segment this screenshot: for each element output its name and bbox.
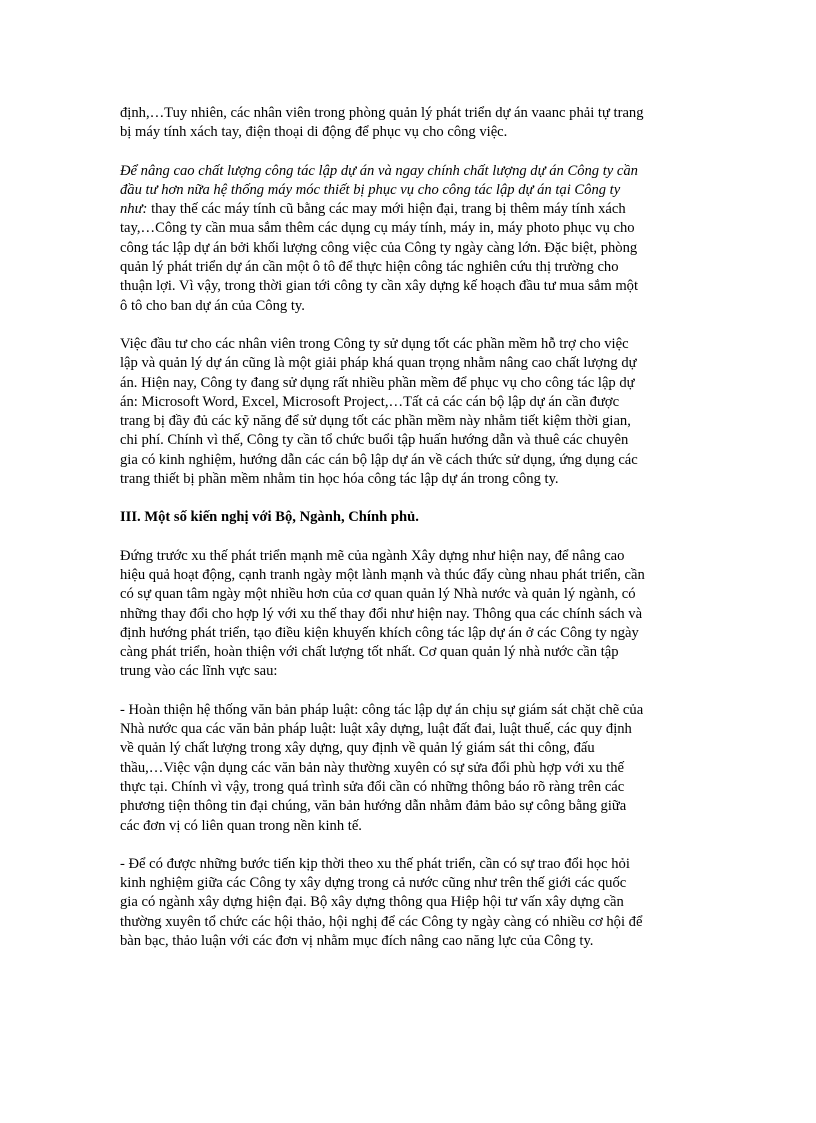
- text-line: thuận lợi. Vì vậy, trong thời gian tới công ty cần xây dựng kế hoạch đầu tư mua sắm một: [120, 278, 639, 295]
- paragraph-legal-system: [120, 701, 698, 836]
- text-line: lập và quản lý dự án cũng là một giải pháp khá quan trọng nhằm nâng cao chất lượng dự: [120, 355, 637, 372]
- text-line: Đứng trước xu thế phát triển mạnh mẽ của ngành Xây dựng như hiện nay, để nâng cao: [120, 547, 625, 564]
- text-run: thay thế các máy tính cũ bằng các may mới hiện đại, trang bị thêm máy tính xách: [147, 201, 626, 218]
- text-line: thường xuyên tổ chức các hội thảo, hội nghị để các Công ty ngày càng có nhiều cơ hội để: [120, 913, 643, 930]
- text-line: trang bị đầy đủ các kỹ năng để sử dụng tốt các phần mềm này nhằm tiết kiệm thời gian,: [120, 413, 631, 430]
- text-line: gia có kinh nghiệm, hướng dẫn các cán bộ lập dự án về cách thức sử dụng, ứng dụng các: [120, 451, 638, 468]
- text-line: phương tiện thông tin đại chúng, văn bản hướng dẫn nhằm đảm bảo sự công bằng giữa: [120, 798, 627, 815]
- text-line: trang thiết bị phần mềm nhằm tin học hóa công tác lập dự án trong công ty.: [120, 471, 559, 488]
- text-line: có sự quan tâm ngày một nhiều hơn của cơ quan quản lý Nhà nước và quản lý ngành, có: [120, 586, 636, 603]
- paragraph-experience-exchange: [120, 855, 698, 951]
- text-line: thực tại. Chính vì vậy, trong quá trình sửa đổi cần có những thông báo rõ ràng trên các: [120, 778, 625, 795]
- section-heading: III. Một số kiến nghị với Bộ, Ngành, Chính phủ.: [120, 509, 419, 526]
- text-line: trung vào các lĩnh vực sau:: [120, 663, 278, 680]
- text-line: Để nâng cao chất lượng công tác lập dự án và ngay chính chất lượng dự án Công ty cần: [120, 162, 638, 179]
- text-line: đầu tư hơn nữa hệ thống máy móc thiết bị phục vụ cho công tác lập dự án tại Công ty: [120, 181, 621, 198]
- text-line: quản lý phát triển dự án cần một ô tô để thực hiện công tác nghiên cứu thị trường cho: [120, 259, 619, 276]
- text-line: gia có ngành xây dựng hiện đại. Bộ xây dựng thông qua Hiệp hội tư vấn xây dựng cần: [120, 894, 624, 911]
- text-line: - Hoàn thiện hệ thống văn bản pháp luật: công tác lập dự án chịu sự giám sát chặt chẽ của: [120, 701, 644, 718]
- text-line: Việc đầu tư cho các nhân viên trong Công ty sử dụng tốt các phần mềm hỗ trợ cho việc: [120, 335, 629, 352]
- text-line: bàn bạc, thảo luận với các đơn vị nhằm mục đích nâng cao năng lực của Công ty.: [120, 932, 594, 949]
- text-line: những thay đổi cho hợp lý với xu thế thay đổi như hiện nay. Thông qua các chính sách và: [120, 605, 643, 622]
- text-line: các đơn vị có liên quan trong nền kinh tế.: [120, 817, 362, 834]
- text-line: tay,…Công ty cần mua sắm thêm các dụng cụ máy tính, máy in, máy photo phục vụ cho: [120, 220, 635, 237]
- text-line: định,…Tuy nhiên, các nhân viên trong phòng quản lý phát triển dự án vaanc phải tự trang: [120, 105, 644, 121]
- paragraph-equipment-intro: [120, 104, 698, 143]
- paragraph-equipment-investment: [120, 162, 698, 316]
- text-line: bị máy tính xách tay, điện thoại di động để phục vụ cho công việc.: [120, 124, 508, 141]
- text-line: thầu,…Việc vận dụng các văn bản này thường xuyên có sự sửa đổi phù hợp với xu thế: [120, 759, 624, 776]
- italic-lead: như:: [120, 201, 148, 218]
- text-line: Nhà nước qua các văn bản pháp luật: luật xây dựng, luật đất đai, luật thuế, các quy định: [120, 721, 632, 738]
- text-line: về quản lý chất lượng trong xây dựng, quy định về quản lý giám sát thi công, đấu: [120, 740, 595, 757]
- paragraph-software-training: [120, 335, 698, 489]
- text-line: càng phát triển, hoàn thiện với chất lượng tốt nhất. Cơ quan quản lý nhà nước cần tập: [120, 644, 619, 661]
- text-line: [120, 200, 698, 219]
- text-line: chi phí. Chính vì thế, Công ty cần tổ chức buổi tập huấn hướng dẫn và thuê các chuyên: [120, 432, 629, 449]
- text-line: hiệu quả hoạt động, cạnh tranh ngày một lành mạnh và thúc đẩy cùng nhau phát triển, cần: [120, 566, 645, 583]
- text-line: ô tô cho ban dự án của Công ty.: [120, 297, 305, 314]
- text-line: án. Hiện nay, Công ty đang sử dụng rất nhiều phần mềm để phục vụ cho công tác lập dự: [120, 374, 635, 391]
- text-line: định hướng phát triển, tạo điều kiện khuyến khích công tác lập dự án ở các Công ty ngày: [120, 624, 639, 641]
- text-line: công tác lập dự án bởi khối lượng công việc của Công ty ngày càng lớn. Đặc biệt, phòng: [120, 239, 638, 256]
- text-line: - Để có được những bước tiến kịp thời theo xu thế phát triển, cần có sự trao đổi học hỏi: [120, 855, 630, 872]
- text-line: kinh nghiệm giữa các Công ty xây dựng trong cả nước cũng như trên thế giới các quốc: [120, 875, 627, 892]
- paragraph-recommendations-intro: [120, 547, 698, 682]
- text-line: án: Microsoft Word, Excel, Microsoft Project,…Tất cả các cán bộ lập dự án cần được: [120, 393, 620, 410]
